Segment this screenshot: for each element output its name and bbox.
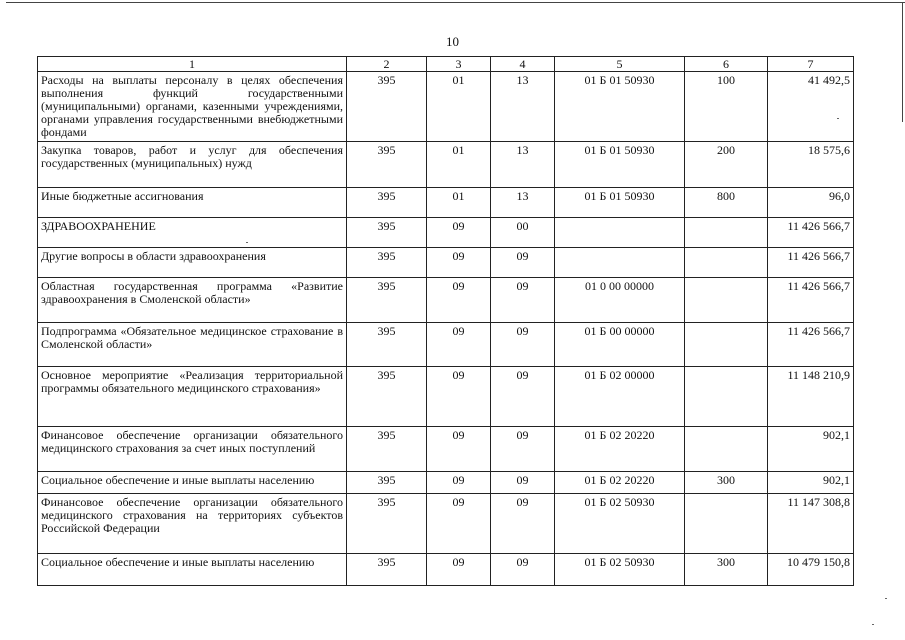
row-amount: 10 479 150,8: [768, 554, 854, 586]
row-name: Социальное обеспечение и иные выплаты населению: [38, 472, 347, 494]
row-amount: 11 426 566,7: [768, 218, 854, 248]
row-expense-type: 100: [685, 72, 768, 142]
row-name: Другие вопросы в области здравоохранения: [38, 248, 347, 278]
row-expense-type: [685, 278, 768, 323]
row-subsection: 09: [491, 323, 555, 367]
row-admin-code: 395: [347, 427, 427, 472]
table-row: [38, 142, 854, 188]
row-subsection: 09: [491, 367, 555, 427]
row-name: Социальное обеспечение и иные выплаты населению: [38, 554, 347, 586]
row-amount: 11 426 566,7: [768, 323, 854, 367]
row-expense-type: [685, 427, 768, 472]
col-header-5: 5: [555, 57, 685, 72]
row-admin-code: 395: [347, 367, 427, 427]
row-admin-code: 395: [347, 494, 427, 554]
row-name: Основное мероприятие «Реализация территориальной программы обязательного медицинского страхования»: [38, 367, 347, 427]
row-target-article: 01 Б 01 50930: [555, 142, 685, 188]
row-subsection: 13: [491, 72, 555, 142]
row-subsection: 09: [491, 248, 555, 278]
row-subsection: 09: [491, 472, 555, 494]
scan-speck: [885, 598, 887, 599]
row-admin-code: 395: [347, 72, 427, 142]
row-section: 01: [427, 72, 491, 142]
row-name: Финансовое обеспечение организации обязательного медицинского страхования на территориях субъектов Российской Федерации: [38, 494, 347, 554]
row-name: ЗДРАВООХРАНЕНИЕ: [38, 218, 347, 248]
row-amount: 18 575,6: [768, 142, 854, 188]
row-expense-type: 800: [685, 188, 768, 218]
row-expense-type: [685, 218, 768, 248]
row-admin-code: 395: [347, 323, 427, 367]
row-subsection: 09: [491, 427, 555, 472]
row-section: 09: [427, 494, 491, 554]
row-target-article: 01 0 00 00000: [555, 278, 685, 323]
row-admin-code: 395: [347, 472, 427, 494]
row-amount: 11 147 308,8: [768, 494, 854, 554]
row-section: 09: [427, 248, 491, 278]
row-target-article: 01 Б 02 20220: [555, 427, 685, 472]
row-name: Подпрограмма «Обязательное медицинское страхование в Смоленской области»: [38, 323, 347, 367]
row-section: 09: [427, 323, 491, 367]
row-section: 09: [427, 554, 491, 586]
scan-speck: [837, 118, 839, 119]
row-expense-type: 200: [685, 142, 768, 188]
row-expense-type: [685, 494, 768, 554]
row-section: 09: [427, 278, 491, 323]
table-row: [38, 188, 854, 218]
row-target-article: 01 Б 02 50930: [555, 554, 685, 586]
row-admin-code: 395: [347, 248, 427, 278]
scan-speck: [246, 242, 248, 243]
row-expense-type: [685, 323, 768, 367]
row-amount: 902,1: [768, 427, 854, 472]
table-row: [38, 278, 854, 323]
row-name: Финансовое обеспечение организации обязательного медицинского страхования за счет иных поступлений: [38, 427, 347, 472]
table-row: [38, 494, 854, 554]
row-target-article: [555, 248, 685, 278]
col-header-2: 2: [347, 57, 427, 72]
row-section: 09: [427, 472, 491, 494]
col-header-7: 7: [768, 57, 854, 72]
row-amount: 11 426 566,7: [768, 278, 854, 323]
row-target-article: [555, 218, 685, 248]
row-section: 01: [427, 188, 491, 218]
scan-right-edge: [902, 2, 903, 122]
col-header-4: 4: [491, 57, 555, 72]
row-subsection: 09: [491, 278, 555, 323]
row-expense-type: [685, 248, 768, 278]
row-target-article: 01 Б 02 00000: [555, 367, 685, 427]
row-name: Расходы на выплаты персоналу в целях обеспечения выполнения функций государственными (муниципальными) органами, казенными учреждениями, органами управления государственными внебюджетными фондами: [38, 72, 347, 142]
row-amount: 96,0: [768, 188, 854, 218]
row-admin-code: 395: [347, 142, 427, 188]
row-target-article: 01 Б 00 00000: [555, 323, 685, 367]
row-expense-type: 300: [685, 554, 768, 586]
row-section: 09: [427, 367, 491, 427]
row-admin-code: 395: [347, 278, 427, 323]
row-section: 09: [427, 218, 491, 248]
row-admin-code: 395: [347, 188, 427, 218]
col-header-3: 3: [427, 57, 491, 72]
col-header-6: 6: [685, 57, 768, 72]
budget-table: [37, 56, 854, 586]
row-amount: 11 148 210,9: [768, 367, 854, 427]
header-row: [38, 57, 854, 72]
col-header-1: 1: [38, 57, 347, 72]
row-expense-type: [685, 367, 768, 427]
row-name: Закупка товаров, работ и услуг для обеспечения государственных (муниципальных) нужд: [38, 142, 347, 188]
table-row: [38, 554, 854, 586]
row-amount: 41 492,5: [768, 72, 854, 142]
row-section: 01: [427, 142, 491, 188]
table-row: [38, 248, 854, 278]
row-target-article: 01 Б 02 50930: [555, 494, 685, 554]
page-number: 10: [446, 34, 459, 49]
row-name: Иные бюджетные ассигнования: [38, 188, 347, 218]
row-amount: 11 426 566,7: [768, 248, 854, 278]
row-target-article: 01 Б 01 50930: [555, 72, 685, 142]
row-subsection: 00: [491, 218, 555, 248]
row-target-article: 01 Б 02 20220: [555, 472, 685, 494]
row-expense-type: 300: [685, 472, 768, 494]
scan-top-edge: [6, 2, 905, 3]
row-subsection: 09: [491, 494, 555, 554]
row-subsection: 13: [491, 188, 555, 218]
table-row: [38, 72, 854, 142]
row-admin-code: 395: [347, 554, 427, 586]
scan-speck: [872, 624, 874, 625]
row-amount: 902,1: [768, 472, 854, 494]
row-section: 09: [427, 427, 491, 472]
table-row: [38, 323, 854, 367]
row-target-article: 01 Б 01 50930: [555, 188, 685, 218]
table-row: [38, 427, 854, 472]
table-row: [38, 367, 854, 427]
row-subsection: 09: [491, 554, 555, 586]
table-row: [38, 218, 854, 248]
row-admin-code: 395: [347, 218, 427, 248]
table-row: [38, 472, 854, 494]
row-subsection: 13: [491, 142, 555, 188]
row-name: Областная государственная программа «Развитие здравоохранения в Смоленской области»: [38, 278, 347, 323]
